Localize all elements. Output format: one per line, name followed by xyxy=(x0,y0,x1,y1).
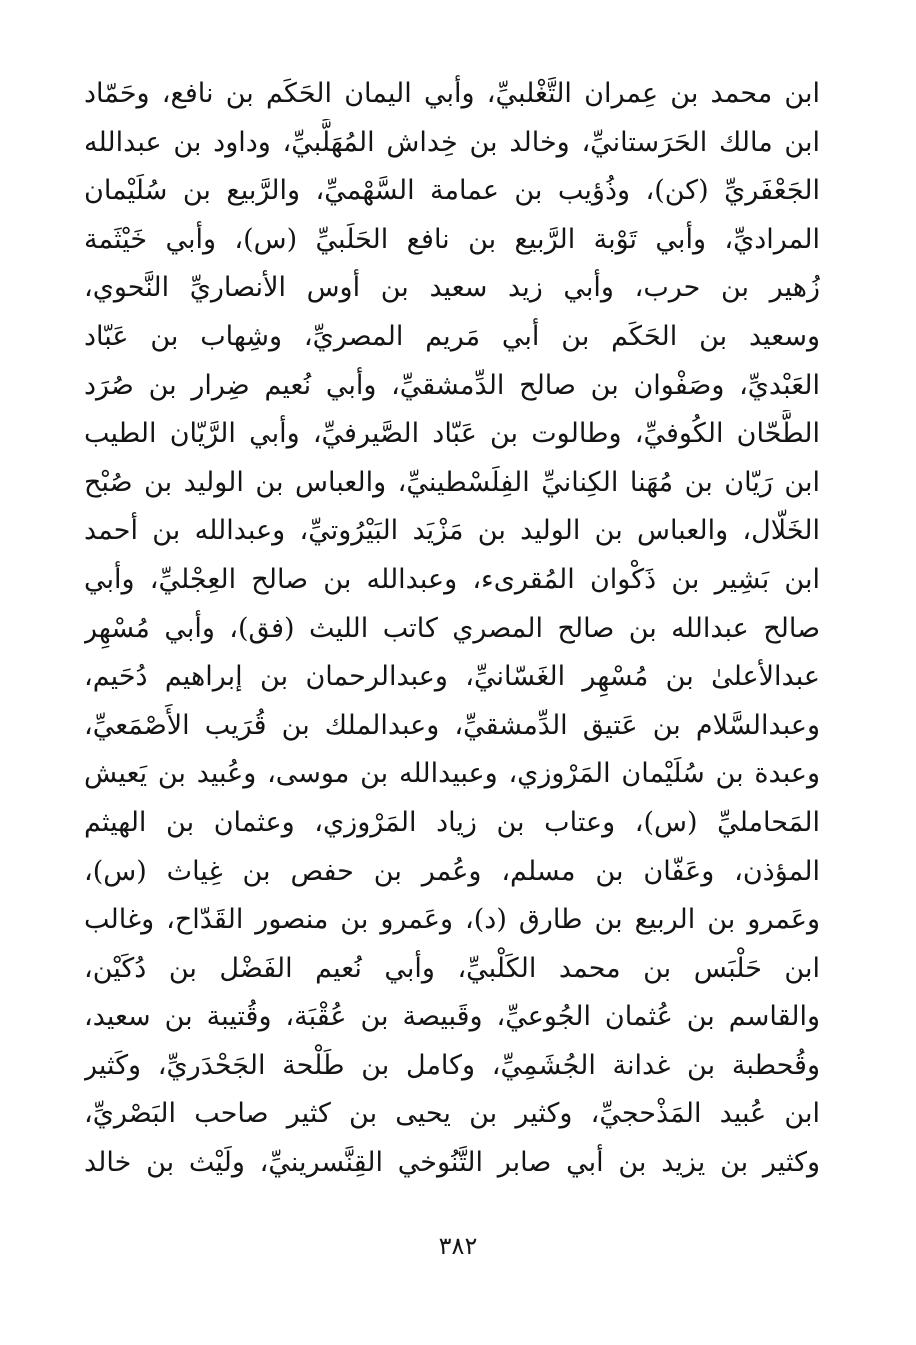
text-line-15: وعبدة بن سُلَيْمان المَرْوزي، وعبيدالله بن موسى، وعُبيد بن يَعيش xyxy=(84,758,820,790)
text-line-5: زُهير بن حرب، وأبي زيد سعيد بن أوس الأنصاريِّ النَّحوي، xyxy=(84,272,820,304)
text-line-2: ابن مالك الحَرَستانيِّ، وخالد بن خِداش المُهَلَّبيِّ، وداود بن عبدالله xyxy=(84,126,820,158)
page-text-block xyxy=(84,70,820,1188)
text-line-6: وسعيد بن الحَكَم بن أبي مَريم المصريِّ، وشِهاب بن عَبّاد xyxy=(84,320,820,352)
text-line-22: ابن عُبيد المَذْحجيِّ، وكثير بن يحيى بن كثير صاحب البَصْريِّ، xyxy=(84,1098,820,1130)
text-line-11: ابن بَشِير بن ذَكْوان المُقرىء، وعبدالله بن صالح العِجْليِّ، وأبي xyxy=(84,563,820,595)
text-line-10: الخَلّال، والعباس بن الوليد بن مَزْيَد البَيْرُوتيِّ، وعبدالله بن أحمد xyxy=(84,515,820,547)
text-line-16: المَحامليِّ (س)، وعتاب بن زياد المَرْوزي، وعثمان بن الهيثم xyxy=(84,806,820,838)
text-line-9: ابن رَيّان بن مُهَنا الكِنانيِّ الفِلَسْطينيِّ، والعباس بن الوليد بن صُبْح xyxy=(84,466,820,498)
text-line-1: ابن محمد بن عِمران التَّغْلبيِّ، وأبي اليمان الحَكَم بن نافع، وحَمّاد xyxy=(84,78,820,109)
text-line-17: المؤذن، وعَفّان بن مسلم، وعُمر بن حفص بن غِياث (س)، xyxy=(84,855,820,887)
text-line-20: والقاسم بن عُثمان الجُوعيِّ، وقَبيصة بن عُقْبَة، وقُتيبة بن سعيد، xyxy=(84,1001,820,1033)
text-line-8: الطَّحّان الكُوفيِّ، وطالوت بن عَبّاد الصَّيرفيِّ، وأبي الرَّيّان الطيب xyxy=(84,418,820,450)
text-line-14: وعبدالسَّلام بن عَتيق الدِّمشقيِّ، وعبدالملك بن قُرَيب الأَصْمَعيِّ، xyxy=(84,709,820,741)
text-line-12: صالح عبدالله بن صالح المصري كاتب الليث (فق)، وأبي مُسْهِر xyxy=(84,612,820,644)
text-line-19: ابن حَلْبَس بن محمد الكَلْبيِّ، وأبي نُعيم الفَضْل بن دُكَيْن، xyxy=(84,952,820,984)
text-line-7: العَبْديِّ، وصَفْوان بن صالح الدِّمشقيِّ، وأبي نُعيم ضِرار بن صُرَد xyxy=(84,369,820,401)
page-number: ٣٨٢ xyxy=(438,1232,478,1260)
text-line-3: الجَعْفَريِّ (كن)، وذُؤيب بن عمامة السَّهْميِّ، والرَّبيع بن سُلَيْمان xyxy=(84,175,820,207)
text-line-13: عبدالأعلىٰ بن مُسْهِر الغَسّانيِّ، وعبدالرحمان بن إبراهيم دُحَيم، xyxy=(84,661,820,693)
text-line-23: وكثير بن يزيد بن أبي صابر التَّنُوخي القِنَّسرينيِّ، ولَيْث بن خالد xyxy=(84,1147,820,1179)
text-line-4: المراديِّ، وأبي تَوْبة الرَّبيع بن نافع الحَلَبيِّ (س)، وأبي خَيْثَمة xyxy=(84,223,820,255)
text-line-18: وعَمرو بن الربيع بن طارق (د)، وعَمرو بن منصور القَدّاح، وغالب xyxy=(84,904,820,936)
text-line-21: وقُحطبة بن غدانة الجُشَمِيِّ، وكامل بن طَلْحة الجَحْدَريِّ، وكَثير xyxy=(84,1049,820,1081)
